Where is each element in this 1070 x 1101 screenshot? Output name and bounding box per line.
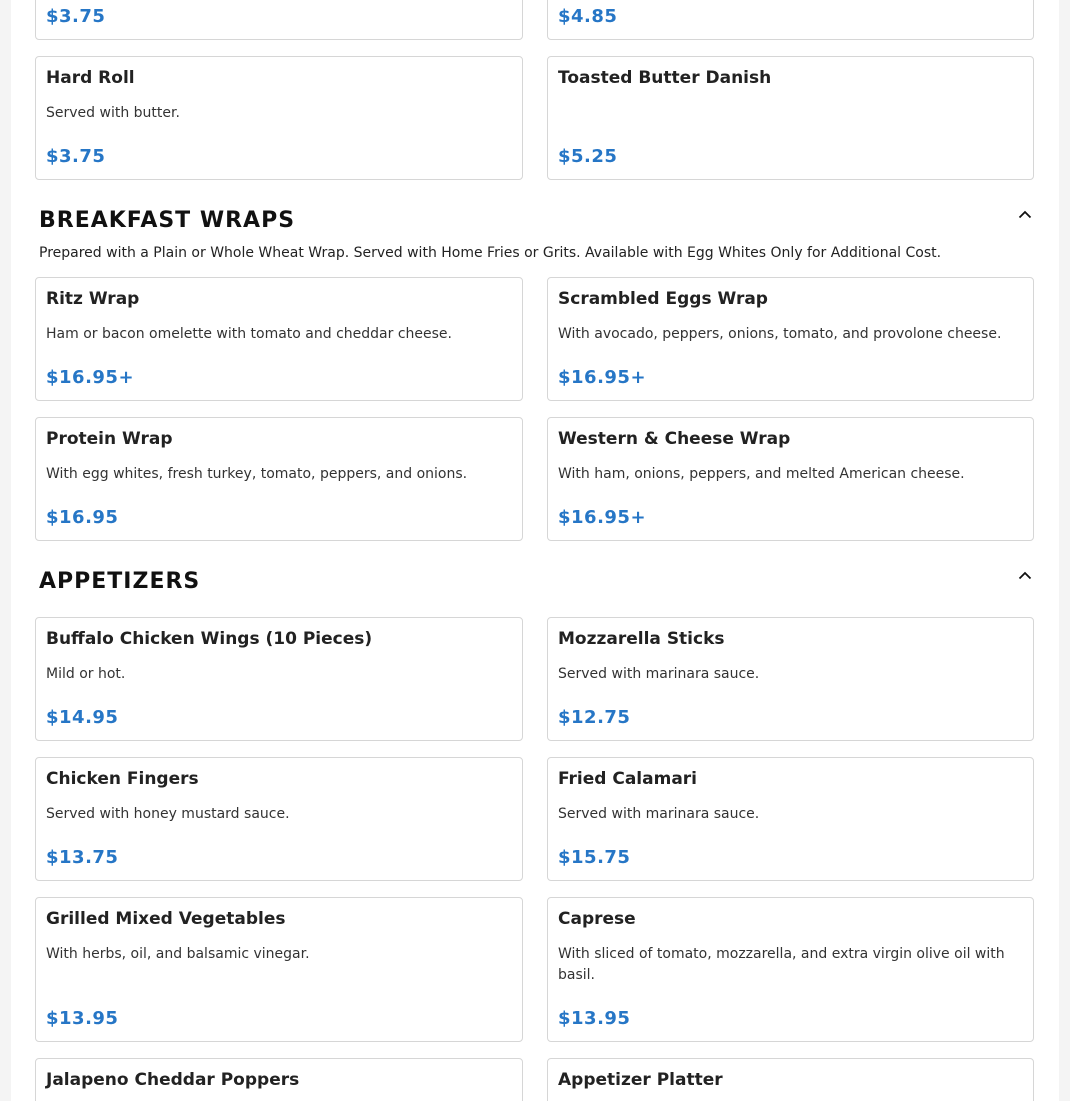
item-name: Appetizer Platter	[558, 1070, 723, 1090]
item-description: Served with marinara sauce.	[558, 666, 760, 682]
menu-item-card[interactable]	[35, 757, 523, 881]
item-description: Served with marinara sauce.	[558, 806, 760, 822]
item-name: Ritz Wrap	[46, 289, 140, 309]
section-title: BREAKFAST WRAPS	[39, 208, 296, 233]
menu-item-card[interactable]	[547, 1058, 1034, 1101]
item-name: Caprese	[558, 909, 636, 929]
item-name: Grilled Mixed Vegetables	[46, 909, 286, 929]
item-description: With egg whites, fresh turkey, tomato, peppers, and onions.	[46, 466, 468, 482]
menu-item-card[interactable]	[35, 277, 523, 401]
item-description: Mild or hot.	[46, 666, 126, 682]
menu-item-card[interactable]	[547, 56, 1034, 180]
chevron-up-icon	[1018, 210, 1032, 219]
menu-item-card[interactable]	[35, 897, 523, 1042]
item-price: $12.75	[558, 707, 631, 728]
item-description: With ham, onions, peppers, and melted American cheese.	[558, 466, 965, 482]
item-price: $13.95	[46, 1008, 119, 1029]
item-name: Toasted Butter Danish	[558, 68, 772, 88]
item-name: Mozzarella Sticks	[558, 629, 725, 649]
menu-page	[11, 0, 1059, 1101]
item-name: Jalapeno Cheddar Poppers	[46, 1070, 300, 1090]
item-name: Buffalo Chicken Wings (10 Pieces)	[46, 629, 373, 649]
item-name: Protein Wrap	[46, 429, 173, 449]
menu-item-card[interactable]	[35, 617, 523, 741]
item-description: Ham or bacon omelette with tomato and cheddar cheese.	[46, 326, 452, 342]
item-price: $3.75	[46, 6, 106, 27]
item-price: $16.95+	[558, 367, 647, 388]
chevron-up-icon	[1018, 571, 1032, 580]
menu-item-card[interactable]	[547, 277, 1034, 401]
menu-item-card[interactable]	[547, 0, 1034, 40]
section-collapse-toggle[interactable]	[1013, 566, 1037, 584]
menu-item-card[interactable]	[547, 417, 1034, 541]
item-price: $3.75	[46, 146, 106, 167]
item-price: $5.25	[558, 146, 618, 167]
item-price: $16.95	[46, 507, 119, 528]
menu-item-card[interactable]	[35, 1058, 523, 1101]
menu-item-card[interactable]	[35, 0, 523, 40]
item-name: Hard Roll	[46, 68, 135, 88]
item-description: With avocado, peppers, onions, tomato, and provolone cheese.	[558, 326, 1002, 342]
item-price: $16.95+	[558, 507, 647, 528]
item-name: Chicken Fingers	[46, 769, 199, 789]
menu-item-card[interactable]	[35, 417, 523, 541]
menu-item-card[interactable]	[547, 617, 1034, 741]
item-price: $15.75	[558, 847, 631, 868]
item-price: $13.95	[558, 1008, 631, 1029]
menu-item-card[interactable]	[547, 757, 1034, 881]
section-title: APPETIZERS	[39, 569, 201, 594]
item-price: $14.95	[46, 707, 119, 728]
item-name: Scrambled Eggs Wrap	[558, 289, 768, 309]
menu-item-card[interactable]	[547, 897, 1034, 1042]
item-description: Served with honey mustard sauce.	[46, 806, 290, 822]
menu-item-card[interactable]	[35, 56, 523, 180]
item-name: Fried Calamari	[558, 769, 697, 789]
item-name: Western & Cheese Wrap	[558, 429, 791, 449]
item-description: With sliced of tomato, mozzarella, and extra virgin olive oil with basil.	[558, 946, 1005, 983]
item-description: Served with butter.	[46, 105, 180, 121]
item-description: With herbs, oil, and balsamic vinegar.	[46, 946, 310, 962]
section-collapse-toggle[interactable]	[1013, 205, 1037, 223]
section-note: Prepared with a Plain or Whole Wheat Wrap. Served with Home Fries or Grits. Available with Egg Whites Only for Additional Cost.	[39, 245, 942, 261]
item-price: $4.85	[558, 6, 618, 27]
item-price: $13.75	[46, 847, 119, 868]
item-price: $16.95+	[46, 367, 135, 388]
